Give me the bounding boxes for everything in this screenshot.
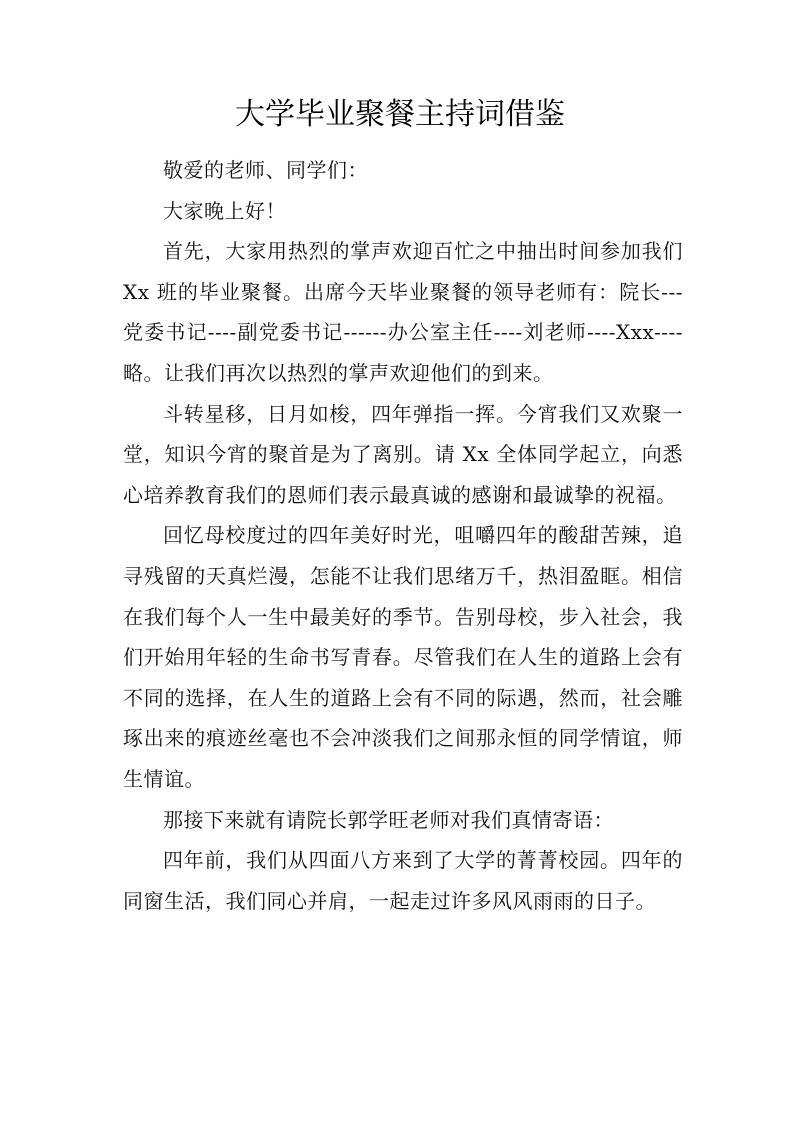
memories-paragraph: 回忆母校度过的四年美好时光，咀嚼四年的酸甜苦辣，追寻残留的天真烂漫，怎能不让我们思绪万千，热泪盈眶。相信在我们每个人一生中最美好的季节。告别母校，步入社会，我们开始用年轻的生命书写青春。尽管我们在人生的道路上会有不同的选择，在人生的道路上会有不同的际遇，然而，社会雕琢出来的痕迹丝毫也不会冲淡我们之间那永恒的同学情谊，师生情谊。 (123, 523, 683, 791)
salutation-paragraph: 大家晚上好！ (163, 198, 286, 223)
document-body (123, 150, 683, 921)
invitation-paragraph: 那接下来就有请院长郭学旺老师对我们真情寄语： (163, 807, 614, 832)
welcome-paragraph: 首先，大家用热烈的掌声欢迎百忙之中抽出时间参加我们 Xx 班的毕业聚餐。出席今天毕业聚餐的领导老师有：院长--- 党委书记----副党委书记------办公室主任----刘老师----Xxx----略。让我们再次以热烈的掌声欢迎他们的到来。 (123, 239, 683, 385)
document-title: 大学毕业聚餐主持词借鉴 (235, 97, 565, 132)
closing-paragraph: 四年前，我们从四面八方来到了大学的菁菁校园。四年的同窗生活，我们同心并肩，一起走过许多风风雨雨的日子。 (123, 848, 683, 913)
greeting-paragraph: 敬爱的老师、同学们： (163, 158, 368, 182)
gratitude-paragraph: 斗转星移，日月如梭，四年弹指一挥。今宵我们又欢聚一堂，知识今宵的聚首是为了离别。请 Xx 全体同学起立，向悉心培养教育我们的恩师们表示最真诚的感谢和最诚挚的祝福。 (123, 401, 683, 507)
